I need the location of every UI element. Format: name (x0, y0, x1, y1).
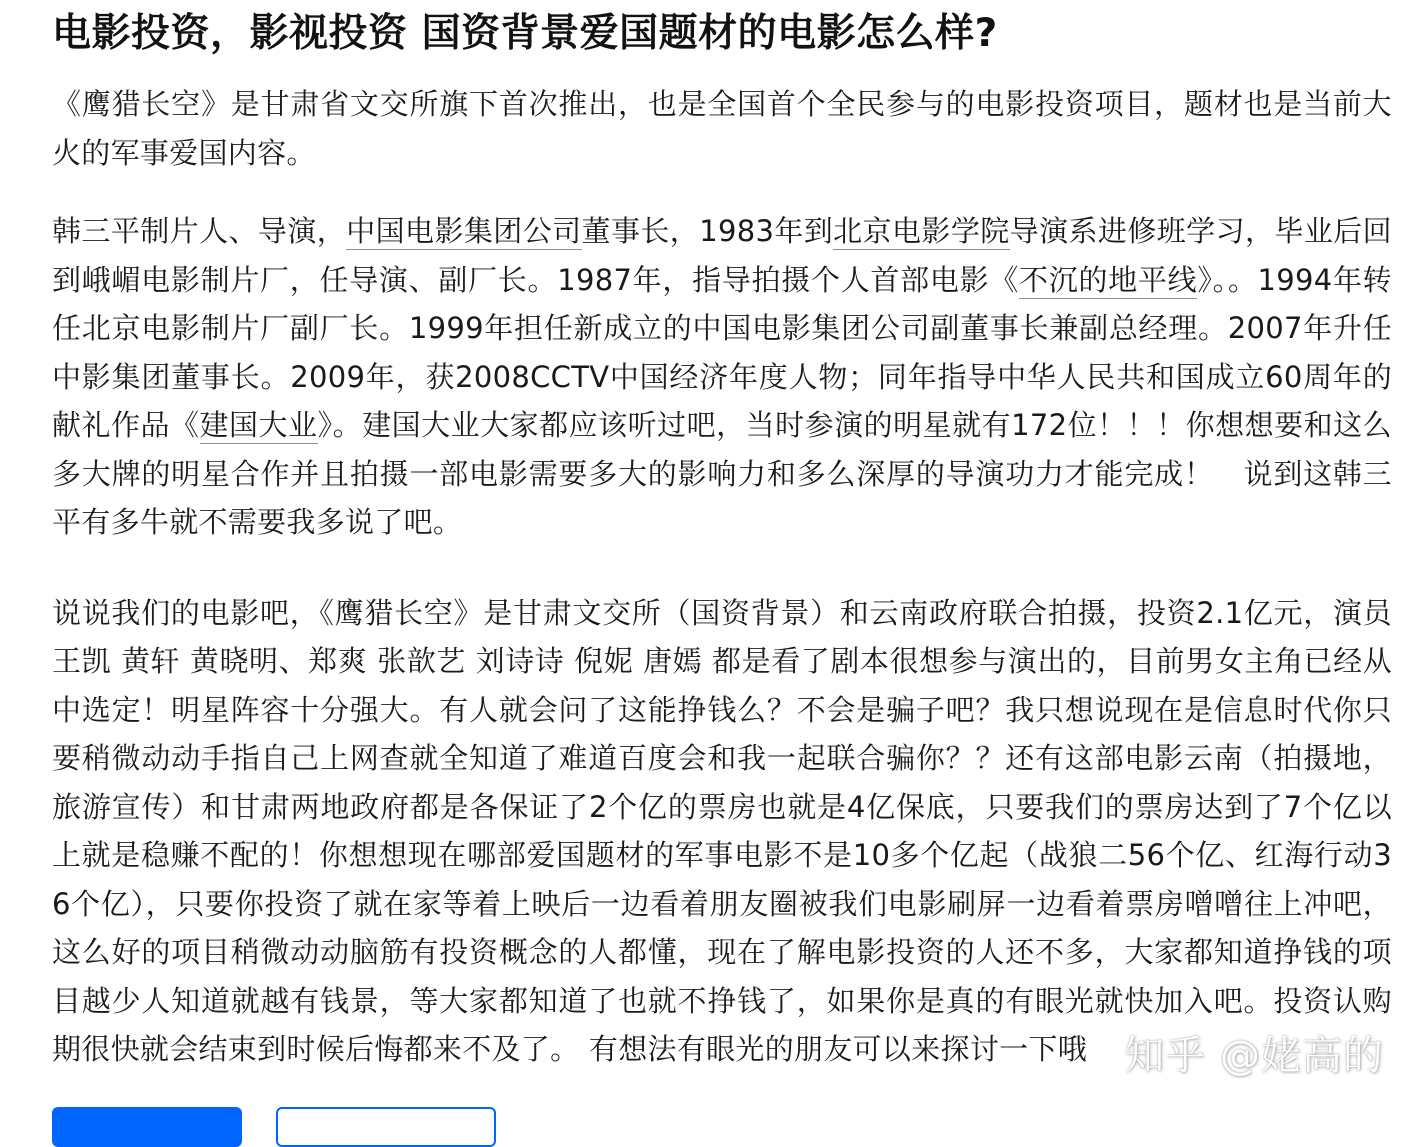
paragraph-text: 》。。1994年转任北京电影制片厂副厂长。1999年担任新成立的中国电影集团公司副董事长兼副总经理。2007年升任中影集团董事长。2009年，获2008CCTV中国经济年度人物；同年指导中华人民共和国成立60周年的献礼作品《 (52, 262, 1392, 442)
link-china-film-group[interactable]: 中国电影集团公司 (346, 214, 582, 248)
article-title: 电影投资，影视投资 国资背景爱国题材的电影怎么样? (52, 11, 998, 56)
paragraph-investment: 说说我们的电影吧，《鹰猎长空》是甘肃文交所（国资背景）和云南政府联合拍摄，投资2.1亿元，演员王凯 黄轩 黄晓明、郑爽 张歆艺 刘诗诗 倪妮 唐嫣 都是看了剧本很想参与演出的，目前男女主角已经从中选定！明星阵容十分强大。有人就会问了这能挣钱么？不会是骗子吧？我只想说现在是信息时代你只要稍微动动手指自己上网查就全知道了难道百度会和我一起联合骗你？？还有这部电影云南（拍摄地，旅游宣传）和甘肃两地政府都是各保证了2个亿的票房也就是4亿保底，只要我们的票房达到了7个亿以上就是稳赚不配的！你想想现在哪部爱国题材的军事电影不是10多个亿起（战狼二56个亿、红海行动36个亿），只要你投资了就在家等着上映后一边看着朋友圈被我们电影刷屏一边看着票房噌噌往上冲吧，这么好的项目稍微动动脑筋有投资概念的人都懂，现在了解电影投资的人还不多，大家都知道挣钱的项目越少人知道就越有钱景，等大家都知道了也就不挣钱了，如果你是真的有眼光就快加入吧。投资认购期很快就会结束到时候后悔都来不及了。 有想法有眼光的朋友可以来探讨一下哦 (52, 595, 1392, 1066)
paragraph-director (52, 207, 1392, 547)
paragraph-text: 导演系进修班学习，毕业后回到峨嵋电影制片厂，任导演、副厂长。1987年，指导拍摄个人首部电影《 (52, 214, 1392, 297)
paragraph-text: 董事长，1983年到 (581, 214, 834, 248)
paragraph-text: 韩三平制片人、导演， (52, 214, 347, 248)
zhihu-watermark: 知乎 @姥高的 (1124, 1033, 1384, 1079)
link-founding-of-republic[interactable]: 建国大业 (199, 408, 318, 442)
link-unsinkable-horizon[interactable]: 不沉的地平线 (1019, 262, 1198, 297)
paragraph-intro: 《鹰猎长空》是甘肃省文交所旗下首次推出，也是全国首个全民参与的电影投资项目，题材也是当前大火的军事爱国内容。 (52, 87, 1392, 170)
paragraph-text: 》。建国大业大家都应该听过吧，当时参演的明星就有172位！！！你想想要和这么多大牌的明星合作并且拍摄一部电影需要多大的影响力和多么深厚的导演功力才能完成！ 说到这韩三平有多牛就不需要我多说了吧。 (52, 408, 1392, 539)
link-beijing-film-academy[interactable]: 北京电影学院 (833, 214, 1010, 248)
primary-action-button[interactable] (52, 1107, 242, 1147)
secondary-action-button[interactable] (276, 1107, 496, 1147)
article (52, 0, 1392, 1074)
